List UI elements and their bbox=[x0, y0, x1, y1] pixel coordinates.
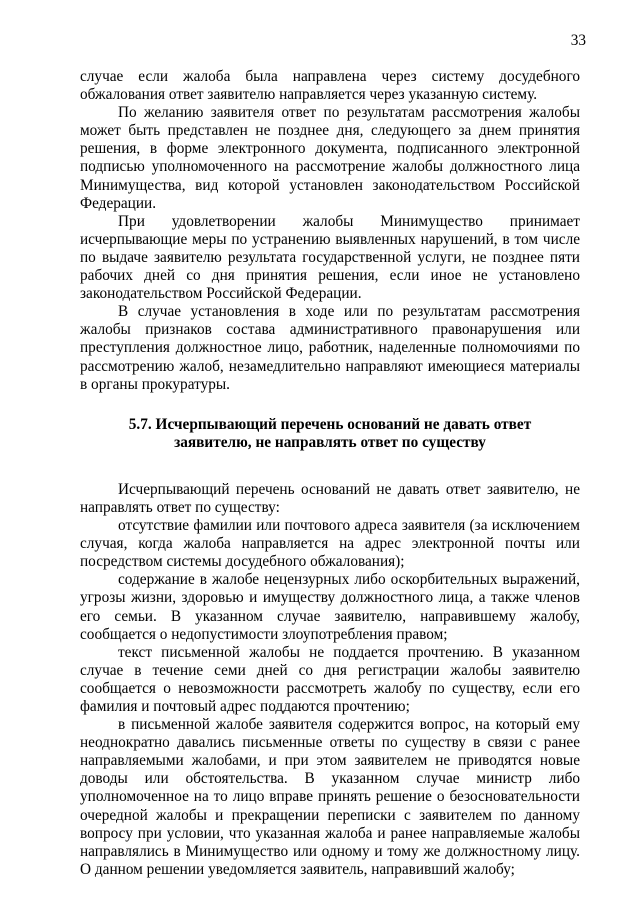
section-heading-line-1: 5.7. Исчерпывающий перечень оснований не давать ответ bbox=[128, 415, 532, 433]
section-heading-line-2: заявителю, не направлять ответ по существу bbox=[174, 433, 486, 451]
section-heading bbox=[80, 416, 580, 452]
paragraph-electronic-response: По желанию заявителя ответ по результатам рассмотрения жалобы может быть представлен не позднее дня, следующего за днем принятия решения, в форме электронного документа, подписанного электронной подписью уполномоченного на рассмотрение жалобы должностного лица Минимущества, вид которой установлен законодательством Российской Федерации. bbox=[80, 104, 580, 212]
list-item-missing-name: отсутствие фамилии или почтового адреса заявителя (за исключением случая, когда жалоба направляется на адрес электронной почты или посредством системы досудебного обжалования); bbox=[80, 517, 580, 571]
list-item-obscene-content: содержание в жалобе нецензурных либо оскорбительных выражений, угрозы жизни, здоровью и имуществу должностного лица, а также членов его семьи. В указанном случае заявителю, направившему жалобу, сообщается о недопустимости злоупотребления правом; bbox=[80, 571, 580, 643]
paragraph-continuation: случае если жалоба была направлена через систему досудебного обжалования ответ заявителю направляется через указанную систему. bbox=[80, 68, 580, 104]
list-item-repeated-question: в письменной жалобе заявителя содержится вопрос, на который ему неоднократно давались письменные ответы по существу в связи с ранее направляемыми жалобами, и при этом заявителем не приводятся новые доводы или обстоятельства. В указанном случае министр либо уполномоченное на то лицо вправе принять решение о безосновательности очередной жалобы и прекращении переписки с заявителем по данному вопросу при условии, что указанная жалоба и ранее направляемые жалобы направлялись в Минимущество или одному и тому же должностному лицу. О данном решении уведомляется заявитель, направивший жалобу; bbox=[80, 716, 580, 878]
paragraph-grounds-intro: Исчерпывающий перечень оснований не давать ответ заявителю, не направлять ответ по существу: bbox=[80, 480, 580, 516]
list-item-unreadable-text: текст письменной жалобы не поддается прочтению. В указанном случае в течение семи дней со дня регистрации жалобы заявителю сообщается о невозможности рассмотреть жалобу по существу, если его фамилия и почтовый адрес поддаются прочтению; bbox=[80, 643, 580, 715]
page-number: 33 bbox=[570, 32, 586, 49]
paragraph-prosecutor-referral: В случае установления в ходе или по результатам рассмотрения жалобы признаков состава административного правонарушения или преступления должностное лицо, работник, наделенные полномочиями по рассмотрению жалоб, незамедлительно направляют имеющиеся материалы в органы прокуратуры. bbox=[80, 303, 580, 393]
document-body bbox=[80, 68, 580, 879]
paragraph-complaint-satisfaction: При удовлетворении жалобы Минимущество принимает исчерпывающие меры по устранению выявленных нарушений, в том числе по выдаче заявителю результата государственной услуги, не позднее пяти рабочих дней со дня принятия решения, если иное не установлено законодательством Российской Федерации. bbox=[80, 212, 580, 303]
